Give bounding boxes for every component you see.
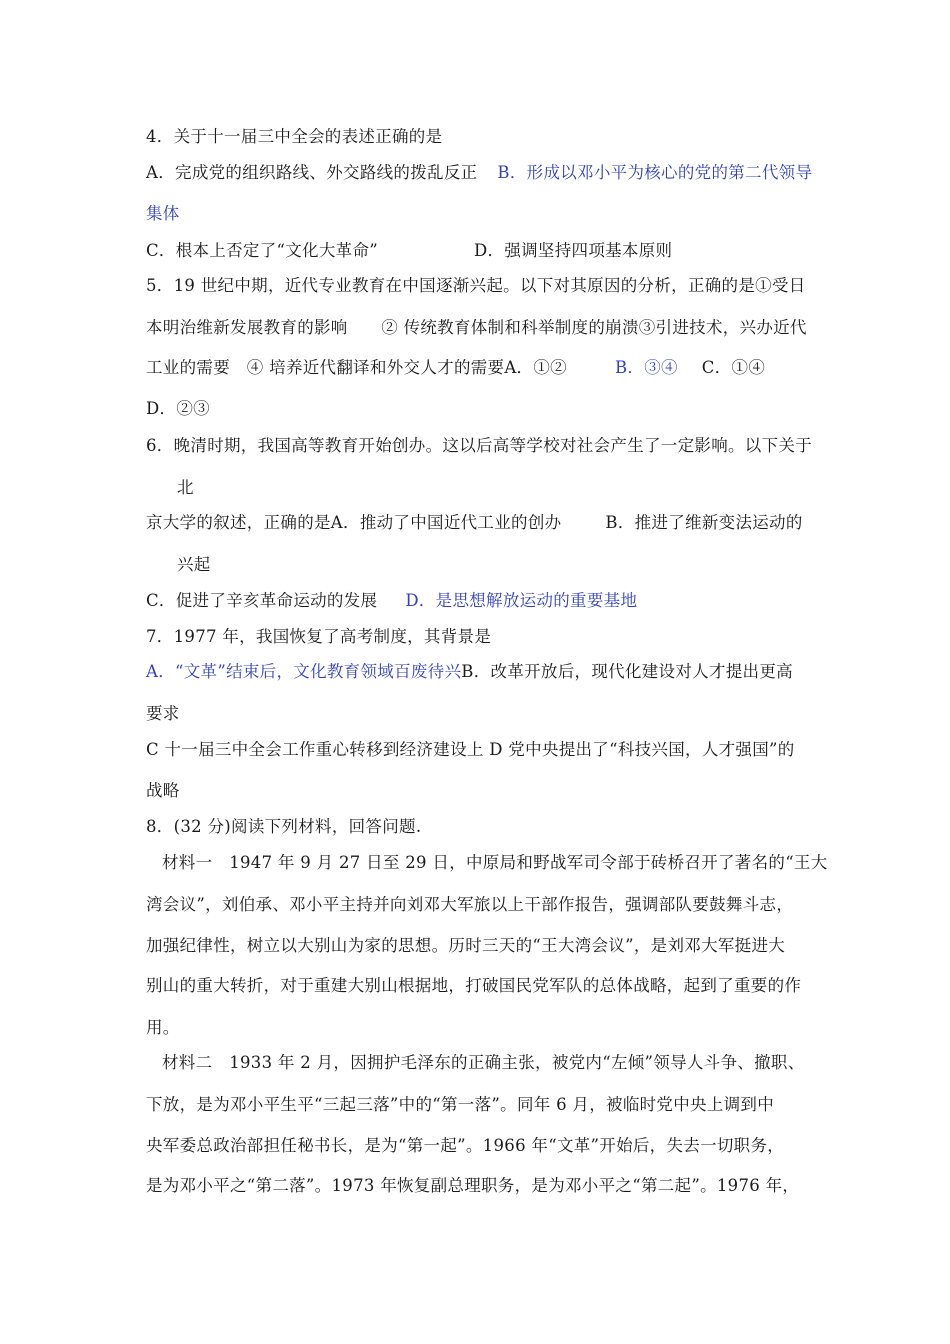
q4-options-cd (146, 241, 672, 261)
q7-option-b: B．改革开放后，现代化建设对人才提出更高 (461, 662, 793, 681)
q6-option-d: D．是思想解放运动的重要基地 (405, 591, 638, 610)
q4-option-c: C．根本上否定了“文化大革命” (146, 241, 378, 260)
q4-option-b: B．形成以邓小平为核心的党的第二代领导 (497, 163, 813, 182)
q5-line-3-text: 工业的需要 ④ 培养近代翻译和外交人才的需要A．①② (146, 358, 567, 377)
q6-line-1: 6．晚清时期，我国高等教育开始创办。这以后高等学校对社会产生了一定影响。以下关于 (146, 436, 812, 455)
q5-line-3 (146, 358, 765, 378)
q8-material-1-line-3: 加强纪律性，树立以大别山为家的思想。历时三天的“王大湾会议”，是刘邓大军挺进大 (146, 936, 786, 955)
q5-option-b: B．③④ (614, 358, 678, 377)
q7-options-cd: C 十一届三中全会工作重心转移到经济建设上 D 党中央提出了“科技兴国，人才强国”的 (146, 740, 795, 759)
q6-line-4: 兴起 (177, 555, 211, 574)
q8-material-2-line-3: 央军委总政治部担任秘书长，是为“第一起”。1966 年“文革”开始后，失去一切职务， (146, 1136, 785, 1155)
q6-options-cd (146, 591, 637, 611)
q7-option-b-cont: 要求 (146, 704, 180, 723)
q8-material-2-line-2: 下放，是为邓小平生平“三起三落”中的“第一落”。同年 6 月，被临时党中央上调到中 (146, 1095, 775, 1114)
q8-material-1-line-2: 湾会议”，刘伯承、邓小平主持并向刘邓大军旅以上干部作报告，强调部队要鼓舞斗志， (146, 895, 794, 914)
q8-material-2-line-4: 是为邓小平之“第二落”。1973 年恢复副总理职务，是为邓小平之“第二起”。1976 年， (146, 1176, 800, 1195)
q4-option-d: D．强调坚持四项基本原则 (474, 241, 673, 260)
q8-material-1-line-1: 材料一 1947 年 9 月 27 日至 29 日，中原局和野战军司令部于砖桥召开了著名的“王大 (162, 853, 828, 872)
q6-option-c: C．促进了辛亥革命运动的发展 (146, 591, 378, 610)
q7-options-ab (146, 662, 793, 682)
q8-material-1-line-5: 用。 (146, 1018, 180, 1037)
q7-stem: 7．1977 年，我国恢复了高考制度，其背景是 (146, 627, 492, 646)
q6-line-3 (146, 513, 803, 533)
q7-options-cd-cont: 战略 (146, 781, 180, 800)
q6-option-a-text: 京大学的叙述，正确的是A．推动了中国近代工业的创办 (146, 513, 562, 532)
q5-option-c: C．①④ (701, 358, 766, 377)
q7-option-a: A．“文革”结束后，文化教育领域百废待兴 (146, 662, 462, 681)
q6-option-b: B．推进了维新变法运动的 (605, 513, 803, 532)
q6-line-2: 北 (177, 478, 194, 497)
q8-material-1-line-4: 别山的重大转折，对于重建大别山根据地，打破国民党军队的总体战略，起到了重要的作 (146, 976, 802, 995)
q4-option-b-cont: 集体 (146, 204, 180, 223)
q5-option-d: D．②③ (146, 399, 210, 418)
q4-stem: 4．关于十一届三中全会的表述正确的是 (146, 127, 443, 146)
q5-line-1: 5．19 世纪中期，近代专业教育在中国逐渐兴起。以下对其原因的分析，正确的是①受日 (146, 276, 806, 295)
q8-material-2-line-1: 材料二 1933 年 2 月，因拥护毛泽东的正确主张，被党内“左倾”领导人斗争、撤职、 (162, 1053, 805, 1072)
q8-stem: 8．(32 分)阅读下列材料，回答问题. (146, 817, 422, 836)
q5-line-2: 本明治维新发展教育的影响 ② 传统教育体制和科举制度的崩溃③引进技术，兴办近代 (146, 318, 807, 337)
q4-options-ab (146, 163, 812, 183)
q4-option-a: A．完成党的组织路线、外交路线的拨乱反正 (146, 163, 478, 182)
